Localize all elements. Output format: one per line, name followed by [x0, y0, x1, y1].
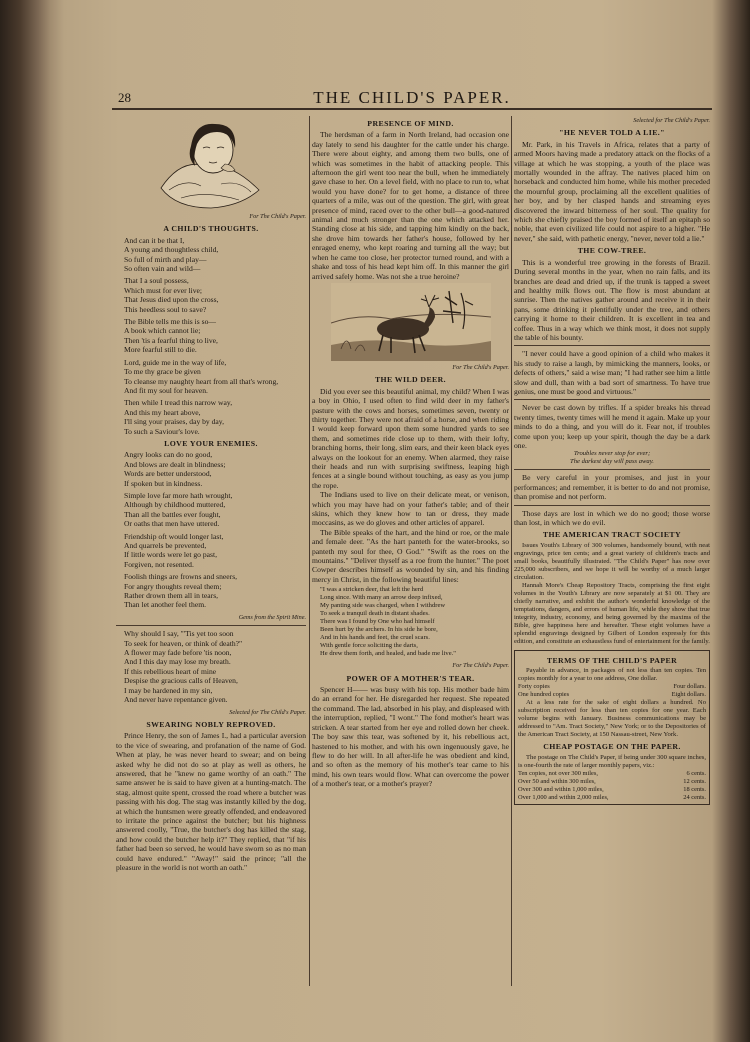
- poem-title: LOVE YOUR ENEMIES.: [164, 438, 258, 448]
- poem-why-should-i-say: [116, 629, 306, 704]
- divider: [514, 399, 710, 400]
- postage-row-value: 24 cents.: [683, 793, 706, 801]
- couplet-line: Troubles never stop for ever;: [573, 450, 651, 458]
- poem-line: So often vain and wild—: [124, 264, 201, 274]
- deer-engraving-illustration: [331, 283, 491, 361]
- article-paragraph: "I never could have a good opinion of a child who makes it his study to raise a laugh, by mimicking the manners, looks, or defects of others," said a wise man; "I had rather see him a little slow and dull, than with a bad sort of smartness. To have true genius, one must be good and virtuous.": [514, 349, 710, 396]
- terms-row-label: One hundred copies: [518, 691, 570, 699]
- poem-line: Foolish things are frowns and sneers,: [124, 572, 238, 582]
- poem-line: And quarrels be prevented,: [124, 541, 207, 550]
- poem-line: And never have repentance given.: [124, 695, 228, 705]
- illustration-credit: For The Child's Paper.: [452, 363, 509, 371]
- poem-stanza: [116, 276, 306, 314]
- poem-line: This heedless soul to save?: [124, 304, 207, 314]
- article-paragraph: Those days are lost in which we do no good; those worse than lost, in which we do evil.: [514, 508, 710, 528]
- poem-title: A CHILD'S THOUGHTS.: [163, 224, 259, 234]
- article-body: Spencer H—— was busy with his top. His mother bade him do an errand for her. He disregarded her request. She repeated the command. The lad, absorbed in his play, and displeased with the interruption, replied, "I wont." The fond mother's heart was stricken. A tear started from her eye and rolled down her cheek. The boy saw this tear, was softened by it, his rebellious act, hastened to his mother, and with his own ingenuously gave, he flew to do her will. In all after-life he was obedient and kind, and so often as the memory of his mother's tear came to his mind, his own tears would flow. What can overcome the power of a mother's tear, or a mother's prayer?: [312, 685, 509, 789]
- verse-line: My panting side was charged, when I withdrew: [320, 602, 446, 610]
- poem-line: Forgiven, not resented.: [124, 559, 194, 569]
- verse-line: And in his hands and feet, the cruel scars.: [320, 634, 430, 642]
- poem-line: Than all the battles ever fought,: [124, 509, 221, 519]
- terms-intro: Payable in advance, in packages of not less than ten copies. Ten copies monthly for a year to one address, One dollar.: [518, 667, 706, 683]
- article-title: POWER OF A MOTHER'S TEAR.: [346, 673, 475, 683]
- column-rule: [309, 116, 310, 986]
- poem-line: Then while I tread this narrow way,: [124, 398, 233, 408]
- poem-child-thoughts: [116, 236, 306, 436]
- verse-line: There was I found by One who had himself: [320, 618, 435, 626]
- poem-stanza: [116, 398, 306, 436]
- poem-line: I may be hardened in my sin,: [124, 685, 213, 695]
- poem-line: That Jesus died upon the cross,: [124, 295, 219, 305]
- postage-title: CHEAP POSTAGE ON THE PAPER.: [543, 742, 681, 752]
- poem-line: To such a Saviour's love.: [124, 426, 200, 436]
- postage-row-label: Over 300 and within 1,000 miles,: [518, 785, 604, 793]
- postage-row-value: 6 cents.: [686, 769, 706, 777]
- article-paragraph: Be very careful in your promises, and just in your performances; and remember, it is better to do and not promise, than promise and not perform.: [514, 473, 710, 502]
- article-title: THE WILD DEER.: [374, 375, 447, 385]
- page-number: 28: [118, 90, 131, 105]
- poem-line: A book which cannot lie;: [124, 326, 201, 336]
- divider: [116, 625, 306, 626]
- column-rule: [511, 116, 512, 986]
- poem-line: And this my heart above,: [124, 407, 201, 417]
- article-body: Prince Henry, the son of James I., had a particular aversion to the vice of swearing, and profanation of the name of God. When at play, he was never heard to swear; and on being asked why he did not do so at play as well as others, he answered, that he "knew no game worthy of an oath." The same answer he is said to have given at a hunting-match. The stag, almost quite spent, crossed the road where a butcher was passing with his dog. The stag was instantly killed by the dog, at which the huntsmen were greatly offended, and endeavored to irritate the prince against the butcher; but his highness answered coolly, "True, the butcher's dog has killed the stag, and how could the butcher help it?" They replied, that "if his father had been so served, he would have sworn so as no man could have endured." "Away!" said the prince; "all the pleasure in the world is not worth an oath.": [116, 731, 306, 872]
- poem-line: Than let another feel them.: [124, 600, 207, 610]
- poem-line: And can it be that I,: [124, 235, 185, 245]
- poem-line: The Bible tells me this is so—: [124, 317, 216, 327]
- column-1: [116, 116, 306, 986]
- verse-line: "I was a stricken deer, that left the herd: [320, 586, 424, 594]
- postage-row: [518, 786, 706, 794]
- poem-line: Why should I say, "'Tis yet too soon: [124, 629, 234, 639]
- illustration-credit: For The Child's Paper.: [249, 213, 306, 220]
- poem-stanza: [116, 532, 306, 570]
- poem-line: Lord, guide me in the way of life,: [124, 357, 227, 367]
- poem-line: Which must for ever live;: [124, 285, 203, 295]
- selected-credit: Selected for The Child's Paper.: [633, 117, 710, 124]
- postage-row-label: Over 1,000 and within 2,000 miles,: [518, 793, 609, 801]
- poem-line: That I a soul possess,: [124, 276, 189, 286]
- column-3: [514, 116, 710, 986]
- couplet-line: The darkest day will pass away.: [570, 458, 654, 466]
- article-title: "HE NEVER TOLD A LIE.": [559, 128, 665, 138]
- poem-line: A flower may fade before 'tis noon,: [124, 648, 232, 658]
- postage-row-value: 18 cents.: [683, 785, 706, 793]
- poem-line: A young and thoughtless child,: [124, 245, 219, 255]
- poem-line: Words are better understood,: [124, 469, 212, 479]
- article-paragraph: Did you ever see this beautiful animal, my child? When I was a boy in Ohio, I used often to find wild deer in my father's pasture with the cows and horses, sometimes seven, twenty or thirty together. They were not afraid of a horse, and when riding I would keep forward upon them some hundred yards to see them, and sometimes ride close up to them, with their lofty, branching horns, their long, slim ears, and their keen black eyes always on the lookout for an enemy. When alarmed, they raise their heads and run with surprising swiftness, leaping high fences at a single bound without touching, as easy as you jump the rope.: [312, 386, 509, 490]
- poem-line: More fearful still to die.: [124, 345, 197, 355]
- verse-line: He drew them forth, and healed, and bade me live.": [320, 650, 456, 658]
- poem-stanza: [116, 572, 306, 610]
- article-body: Mr. Park, in his Travels in Africa, relates that a party of armed Moors having made a predatory attack on the flocks of a village at which he was stopping, a youth of the place was mortally wounded in the affray. The natives placed him on horseback and conducted him home, while his mother preceded the mournful group, proclaiming all the excellent qualities of her boy, and by her clasped hands and streaming eyes discovered the inward bitterness of her soul. The quality for which she chiefly praised the boy formed of itself an epitaph so noble, that even civilized life could not aspire to a higher. "He never," she said, with pathetic energy, "never, never told a lie.": [514, 139, 710, 243]
- terms-box: [514, 650, 710, 805]
- poem-line: And I this day may lose my breath.: [124, 657, 231, 667]
- poem-stanza: [116, 491, 306, 529]
- article-paragraph: Never be cast down by trifles. If a spider breaks his thread twenty times, twenty times will he mend it again. Make up your minds to do a thing, and you will do it. Fear not, if troubles come upon you; keep up your spirit, though the day be a dark one.: [514, 403, 710, 450]
- page-header: [112, 86, 712, 110]
- poem-line: Rather drown them all in tears,: [124, 591, 219, 601]
- verse-line: To seek a tranquil death in distant shades.: [320, 610, 430, 618]
- article-title: THE COW-TREE.: [577, 246, 647, 256]
- poem-line: To seek for heaven, or think of death?": [124, 638, 243, 648]
- postage-row: [518, 770, 706, 778]
- article-paragraph: The Indians used to live on their delicate meat, or venison, which you may have had on your father's table; and of their skins, which they knew how to tan or dress, they made moccasins, as we do gloves and other articles of apparel.: [312, 490, 509, 528]
- terms-row-value: Eight dollars.: [671, 691, 706, 699]
- terms-title: TERMS OF THE CHILD'S PAPER: [546, 655, 678, 665]
- poem-line: To me thy grace be given: [124, 367, 201, 377]
- poem-line: If little words were let go past,: [124, 550, 217, 560]
- poem-line: Despise the gracious calls of Heaven,: [124, 676, 238, 686]
- poem-line: Then 'tis a fearful thing to live,: [124, 335, 218, 345]
- selected-credit: Selected for The Child's Paper.: [229, 708, 306, 716]
- poem-line: I'll sing your praises, day by day,: [124, 417, 224, 427]
- article-title: PRESENCE OF MIND.: [367, 119, 454, 128]
- article-title: THE AMERICAN TRACT SOCIETY: [542, 530, 682, 540]
- terms-row: [518, 683, 706, 691]
- poem-stanza: [116, 450, 306, 488]
- verse-line: Been hurt by the archers. In his side he bore,: [320, 626, 438, 634]
- terms-row: [518, 691, 706, 699]
- divider: [514, 505, 710, 506]
- poem-line: Although by childhood muttered,: [124, 500, 226, 510]
- cowper-verse: [312, 586, 509, 658]
- poem-love-your-enemies: [116, 450, 306, 622]
- poem-stanza: [116, 236, 306, 274]
- article-body: This is a wonderful tree growing in the forests of Brazil. During several months in the year, when no rain falls, and its branches are dead and dried up, if the trunk is tapped a sweet and healthy milk flows out. The flow is most abundant at sunrise. Then the natives gather around and receive it in their pans, some drinking it plentifully under the tree, and others carrying it home to their children. It is excellent in tea and coffee. Thus in a way which we think most, it does not supply the table of his bounty.: [514, 257, 710, 342]
- poem-line: Angry looks can do no good,: [124, 450, 213, 460]
- article-credit: For The Child's Paper.: [452, 662, 509, 670]
- article-paragraph: The Bible speaks of the hart, and the hind or roe, or the male and female deer. "As the hart panteth for the water-brooks, so panteth my soul for thee, O God." "Swift as the roes on the mountains." "Deliver thyself as a roe from the hunter." The poet Cowper describes himself as wounded by sin, and his finding mercy in Christ, in the following beautiful lines:: [312, 527, 509, 584]
- poem-line: And blows are dealt in blindness;: [124, 459, 226, 469]
- divider: [514, 469, 710, 470]
- poem-line: And fit my soul for heaven.: [124, 385, 208, 395]
- terms-text: At a less rate for the sake of eight dollars a hundred. No subscription received for less than ten copies for one year. Each volume begins with January. Business communications may be addressed to "Am. Tract Society," New York; or to the Depositories of the American Tract Society, at 150 Nassau-street, New York.: [518, 699, 706, 739]
- poem-line: So full of mirth and play—: [124, 254, 207, 264]
- poem-stanza: [116, 317, 306, 355]
- terms-row-value: Four dollars.: [673, 683, 706, 691]
- article-paragraph: Hannah More's Cheap Repository Tracts, comprising the first eight volumes in the Youth's Library are now separately at $1 00. They are chiefly narrative, and exhibit the author's wonderful knowledge of the temptations, dangers, and errors of human life, while they show that true integrity, industry, economy, and being governed by the maxims of the Bible, give happiness here and hereafter. These eight volumes have a splendid engravings designed by Gilbert of London expressly for this edition, and constitute an exhaustless fund of entertainment for the family.: [514, 581, 710, 645]
- article-title: SWEARING NOBLY REPROVED.: [146, 719, 276, 729]
- column-2: [312, 116, 509, 986]
- newspaper-page: [72, 86, 712, 991]
- postage-row-label: Ten copies, not over 300 miles,: [518, 769, 598, 777]
- divider: [514, 345, 710, 346]
- terms-row-label: Forty copies: [518, 683, 550, 691]
- poem-source: Gems from the Spirit Mine.: [238, 613, 306, 621]
- article-body: The herdsman of a farm in North Ireland, had occasion one day lately to send his daughter for the cattle under his charge. There were about eighty, and among them two bulls, one of which was sometimes in the habit of attacking people. This afternoon the girl went too near the bull, when he immediately gave chase to her. On a level field, with no place to run to, what would you have done? for to get home, a distance of three quarters of a mile, was out of the question. The girl, with great presence of mind, raced over to the other bull—a good-natured animal and much stronger than the one which attacked her. Standing close at his side, and tapping him kindly on the back, she drove him towards her father's house, followed by her enraged enemy, who kept roaring and turning all the way; but when he came too close, her protector turned round, and with a shake and toss of his head kept him off. In this manner the girl arrived safely home. Was not she a true heroine?: [312, 130, 509, 281]
- poem-line: Simple love far more hath wrought,: [124, 490, 233, 500]
- poem-line: To cleanse my naughty heart from all that's wrong,: [124, 376, 279, 386]
- postage-row: [518, 778, 706, 786]
- poem-line: If spoken but in kindness.: [124, 478, 203, 488]
- postage-row-label: Over 50 and within 300 miles,: [518, 777, 596, 785]
- poem-line: For angry thoughts reveal them;: [124, 581, 222, 591]
- postage-row-value: 12 cents.: [683, 777, 706, 785]
- poem-line: If this rebellious heart of mine: [124, 666, 217, 676]
- verse-line: With gentle force soliciting the darts,: [320, 642, 418, 650]
- postage-text: The postage on The Child's Paper, if being under 300 square inches, is one-fourth the rate of larger monthly papers, viz.:: [518, 753, 706, 769]
- poem-line: Friendship oft would longer last,: [124, 531, 224, 541]
- poem-line: Or oaths that men have uttered.: [124, 519, 220, 529]
- child-portrait-engraving-illustration: [151, 118, 271, 210]
- verse-line: Long since. With many an arrow deep infixed,: [320, 594, 443, 602]
- article-paragraph: Issues Youth's Library of 300 volumes, handsomely bound, with neat engravings, price ten cents; and a great variety of children's tracts and small books, beautifully illustrated. "The Child's Paper" has now over 225,000 subscribers, and we hope it will be worthy of a much larger circulation.: [514, 541, 710, 581]
- postage-row: [518, 794, 706, 802]
- paper-title: THE CHILD'S PAPER.: [313, 88, 511, 107]
- poem-stanza: [116, 358, 306, 396]
